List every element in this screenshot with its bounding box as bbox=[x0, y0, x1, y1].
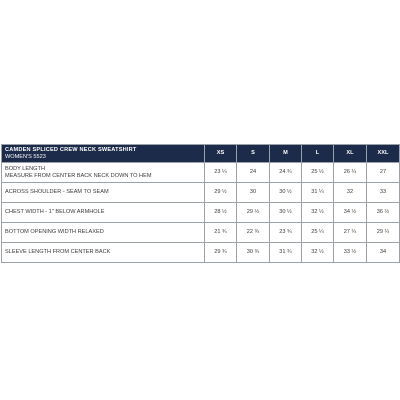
measurement-cell: 29 ¼ bbox=[367, 223, 400, 243]
measurement-cell: 29 ½ bbox=[205, 183, 237, 203]
measurement-cell: 22 ¾ bbox=[237, 223, 270, 243]
header-row bbox=[2, 145, 400, 163]
product-style: WOMEN'S 5523 bbox=[5, 153, 46, 160]
size-header-xs: XS bbox=[205, 145, 237, 163]
row-sublabel: MEASURE FROM CENTER BACK NECK DOWN TO HEM bbox=[5, 172, 152, 179]
row-label-cell bbox=[2, 243, 205, 263]
product-header-cell bbox=[2, 145, 205, 163]
size-chart-table bbox=[1, 144, 400, 263]
row-label: BOTTOM OPENING WIDTH RELAXED bbox=[5, 229, 104, 236]
measurement-cell: 33 ½ bbox=[334, 243, 367, 263]
measurement-cell: 23 ¼ bbox=[205, 163, 237, 183]
table-row bbox=[2, 163, 400, 183]
table-row bbox=[2, 223, 400, 243]
measurement-cell: 32 bbox=[334, 183, 367, 203]
row-label-cell bbox=[2, 203, 205, 223]
measurement-cell: 25 ¼ bbox=[302, 223, 334, 243]
size-header-m: M bbox=[270, 145, 302, 163]
measurement-cell: 26 ¼ bbox=[334, 163, 367, 183]
measurement-cell: 34 bbox=[367, 243, 400, 263]
measurement-cell: 25 ½ bbox=[302, 163, 334, 183]
measurement-cell: 24 bbox=[237, 163, 270, 183]
measurement-cell: 30 ½ bbox=[270, 203, 302, 223]
row-label: ACROSS SHOULDER - SEAM TO SEAM bbox=[5, 189, 109, 196]
measurement-cell: 29 ½ bbox=[237, 203, 270, 223]
measurement-cell: 30 bbox=[237, 183, 270, 203]
row-label-cell bbox=[2, 163, 205, 183]
row-label: CHEST WIDTH - 1" BELOW ARMHOLE bbox=[5, 209, 105, 216]
measurement-cell: 33 bbox=[367, 183, 400, 203]
measurement-cell: 28 ½ bbox=[205, 203, 237, 223]
size-header-l: L bbox=[302, 145, 334, 163]
row-label: BODY LENGTH bbox=[5, 165, 45, 172]
measurement-cell: 27 ¼ bbox=[334, 223, 367, 243]
row-label: SLEEVE LENGTH FROM CENTER BACK bbox=[5, 249, 111, 256]
row-label-cell bbox=[2, 183, 205, 203]
size-header-s: S bbox=[237, 145, 270, 163]
measurement-cell: 23 ¾ bbox=[270, 223, 302, 243]
measurement-cell: 24 ¾ bbox=[270, 163, 302, 183]
measurement-cell: 31 ¾ bbox=[270, 243, 302, 263]
measurement-cell: 29 ¾ bbox=[205, 243, 237, 263]
measurement-cell: 32 ½ bbox=[302, 203, 334, 223]
size-header-xxl: XXL bbox=[367, 145, 400, 163]
measurement-cell: 27 bbox=[367, 163, 400, 183]
measurement-cell: 31 ¼ bbox=[302, 183, 334, 203]
product-name: CAMDEN SPLICED CREW NECK SWEATSHIRT bbox=[5, 146, 137, 153]
measurement-cell: 36 ½ bbox=[367, 203, 400, 223]
measurement-cell: 30 ¾ bbox=[237, 243, 270, 263]
table-row bbox=[2, 183, 400, 203]
measurement-cell: 34 ½ bbox=[334, 203, 367, 223]
row-label-cell bbox=[2, 223, 205, 243]
measurement-cell: 21 ¾ bbox=[205, 223, 237, 243]
size-header-xl: XL bbox=[334, 145, 367, 163]
measurement-cell: 32 ½ bbox=[302, 243, 334, 263]
table-row bbox=[2, 243, 400, 263]
measurement-cell: 30 ½ bbox=[270, 183, 302, 203]
table-row bbox=[2, 203, 400, 223]
